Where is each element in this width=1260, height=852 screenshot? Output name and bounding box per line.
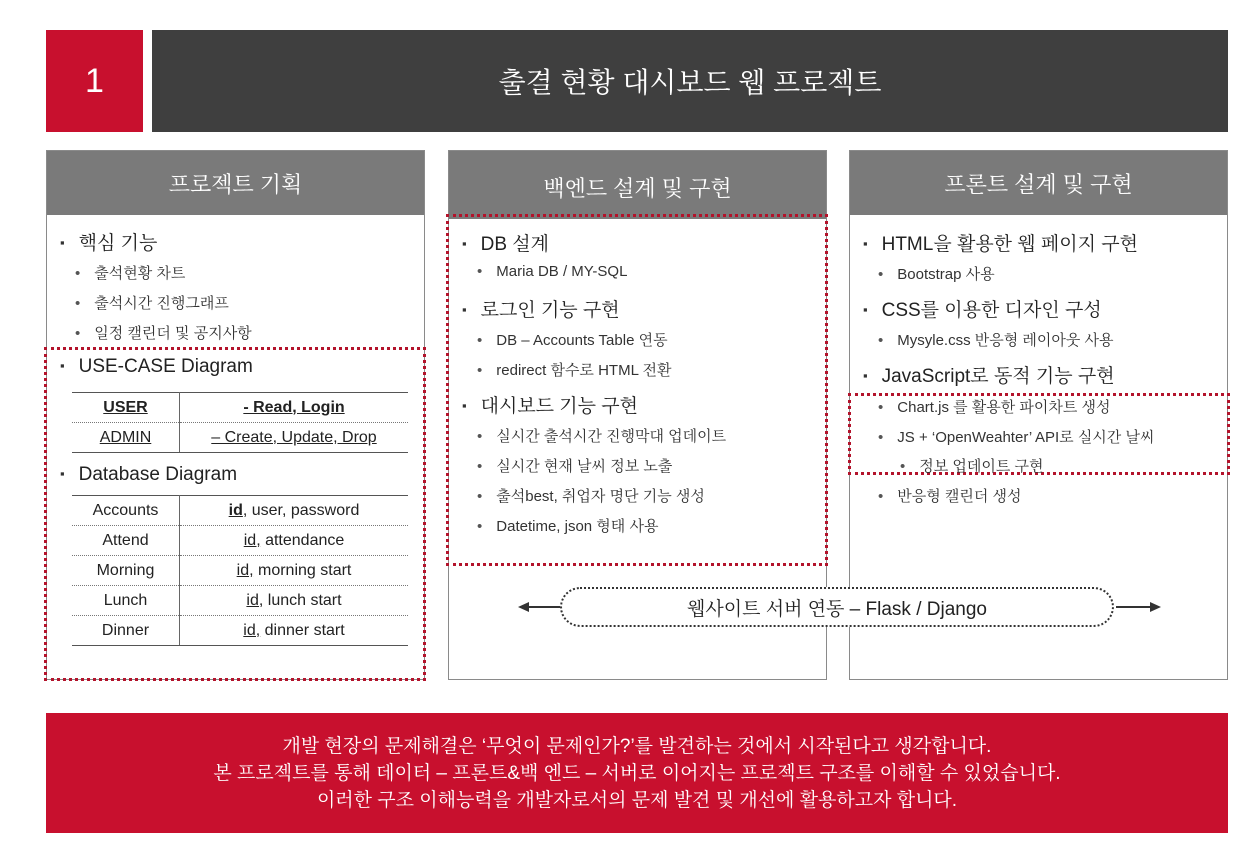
html-item: • Bootstrap 사용 — [878, 263, 995, 284]
css-title: ▪ CSS를 이용한 디자인 구성 — [863, 295, 1102, 322]
login-item: • DB – Accounts Table 연동 — [477, 329, 668, 350]
js-item: • 반응형 캘린더 생성 — [878, 485, 1022, 506]
usecase-action: – Create, Update, Drop — [180, 423, 409, 453]
core-feature-item: • 일정 캘린더 및 공지사항 — [75, 322, 252, 343]
frontend-heading: 프론트 설계 및 구현 — [850, 151, 1227, 215]
js-item: • Chart.js 를 활용한 파이차트 생성 — [878, 396, 1111, 417]
usecase-actor: ADMIN — [72, 423, 180, 453]
planning-heading: 프로젝트 기획 — [47, 151, 424, 215]
table-row — [72, 616, 408, 646]
db-table-name: Accounts — [72, 496, 180, 526]
login-item: • redirect 함수로 HTML 전환 — [477, 359, 672, 380]
summary-banner — [46, 713, 1228, 833]
database-table — [72, 495, 408, 646]
database-diagram-title: ▪ Database Diagram — [60, 464, 237, 486]
usecase-table — [72, 392, 408, 453]
right-arrow-head — [1150, 602, 1161, 612]
js-item-continued: • 정보 업데이트 구현 — [900, 455, 1044, 476]
core-feature-item: • 출석현황 차트 — [75, 262, 185, 283]
table-row — [72, 423, 408, 453]
summary-line: 본 프로젝트를 통해 데이터 – 프론트&백 엔드 – 서버로 이어지는 프로젝트 구조를 이해할 수 있었습니다. — [213, 763, 1061, 784]
table-row — [72, 556, 408, 586]
dashboard-item: • Datetime, json 형태 사용 — [477, 515, 658, 536]
usecase-action: - Read, Login — [180, 393, 409, 423]
usecase-actor: USER — [72, 393, 180, 423]
html-title: ▪ HTML을 활용한 웹 페이지 구현 — [863, 229, 1138, 256]
db-table-name: Dinner — [72, 616, 180, 646]
server-link-label: 웹사이트 서버 연동 – Flask / Django — [560, 587, 1114, 627]
dashboard-item: • 실시간 출석시간 진행막대 업데이트 — [477, 425, 726, 446]
core-features-title: ▪ 핵심 기능 — [60, 228, 157, 255]
db-table-name: Attend — [72, 526, 180, 556]
page-title: 출결 현황 대시보드 웹 프로젝트 — [152, 30, 1228, 132]
db-table-columns: id, dinner start — [180, 616, 409, 646]
table-row — [72, 496, 408, 526]
table-row — [72, 526, 408, 556]
db-design-item: • Maria DB / MY-SQL — [477, 263, 627, 280]
core-feature-item: • 출석시간 진행그래프 — [75, 292, 229, 313]
db-table-columns: id, morning start — [180, 556, 409, 586]
js-title: ▪ JavaScript로 동적 기능 구현 — [863, 361, 1115, 388]
db-table-columns: id, attendance — [180, 526, 409, 556]
summary-line: 이러한 구조 이해능력을 개발자로서의 문제 발견 및 개선에 활용하고자 합니다. — [316, 790, 958, 811]
js-item: • JS + ‘OpenWeahter’ API로 실시간 날씨 — [878, 426, 1154, 447]
db-table-name: Lunch — [72, 586, 180, 616]
table-row — [72, 393, 408, 423]
db-table-columns: id, user, password — [180, 496, 409, 526]
left-arrow-head — [518, 602, 529, 612]
db-design-title: ▪ DB 설계 — [462, 229, 549, 256]
login-title: ▪ 로그인 기능 구현 — [462, 295, 620, 322]
dashboard-title: ▪ 대시보드 기능 구현 — [462, 391, 638, 418]
summary-line: 개발 현장의 문제해결은 ‘무엇이 문제인가?’를 발견하는 것에서 시작된다고 생각합니다. — [282, 736, 992, 757]
usecase-title: ▪ USE-CASE Diagram — [60, 356, 253, 378]
table-row — [72, 586, 408, 616]
db-table-name: Morning — [72, 556, 180, 586]
db-table-columns: id, lunch start — [180, 586, 409, 616]
css-item: • Mysyle.css 반응형 레이아웃 사용 — [878, 329, 1114, 350]
dashboard-item: • 출석best, 취업자 명단 기능 생성 — [477, 485, 705, 506]
section-number: 1 — [46, 30, 143, 132]
dashboard-item: • 실시간 현재 날씨 정보 노출 — [477, 455, 672, 476]
backend-heading: 백엔드 설계 및 구현 — [449, 151, 826, 219]
